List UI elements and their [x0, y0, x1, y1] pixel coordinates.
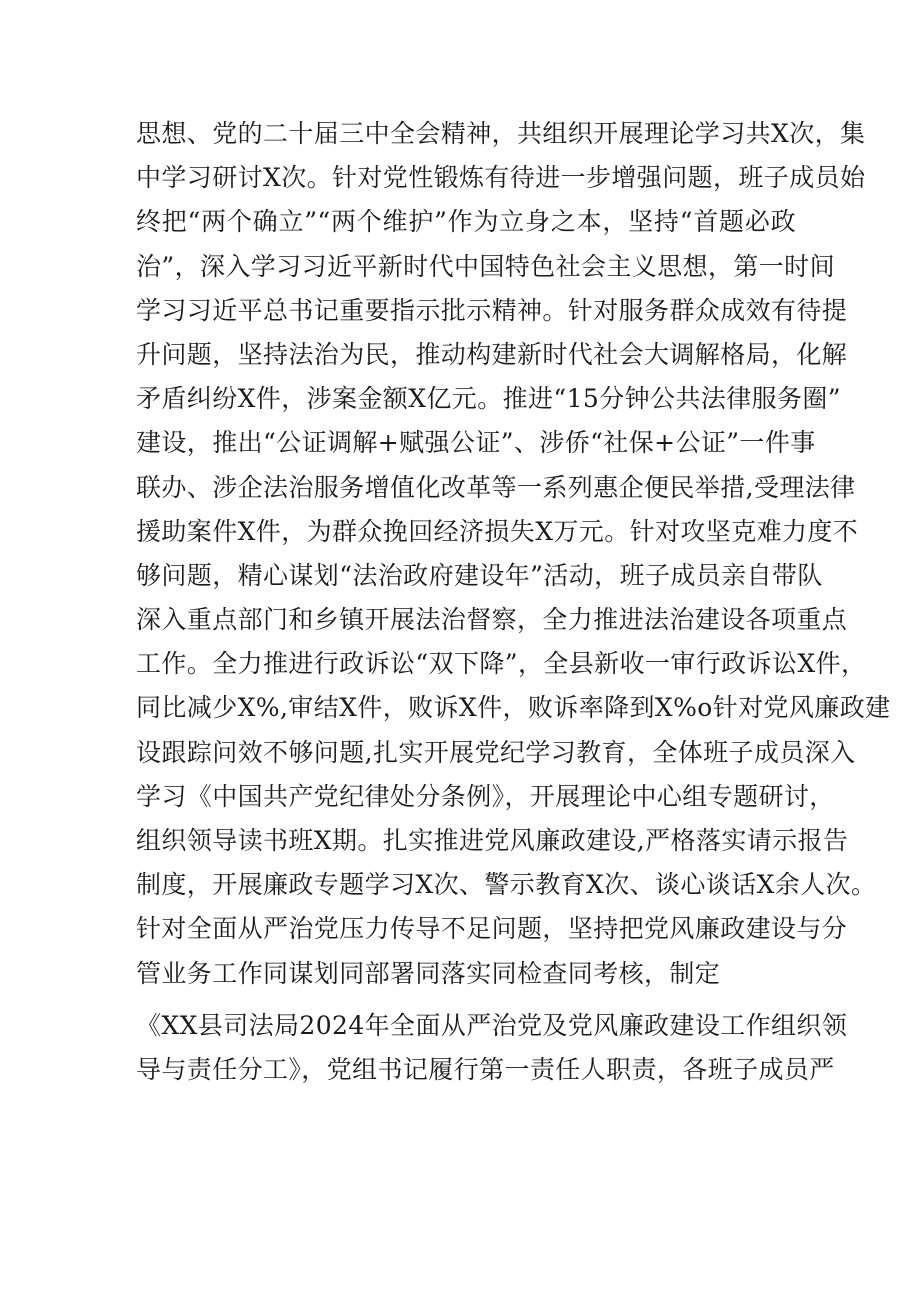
text-line: 建设，推出“公证调解+赋强公证”、涉侨“社保+公证”一件事 [136, 428, 816, 458]
paragraph-gap [136, 996, 796, 1004]
text-line: 够问题，精心谋划“法治政府建设年”活动，班子成员亲自带队 [136, 560, 823, 590]
text-line: 学习《中国共产党纪律处分条例》，开展理论中心组专题研讨， [136, 781, 835, 811]
text-line: 联办、涉企法治服务增值化改革等一系列惠企便民举措,受理法律 [136, 472, 856, 502]
text-line: 管业务工作同谋划同部署同落实同检查同考核，制定 [136, 958, 721, 988]
text-line: 中学习研讨X次。针对党性锻炼有待进一步增强问题，班子成员始 [136, 163, 866, 193]
text-line: 终把“两个确立”“两个维护”作为立身之本，坚持“首题必政 [136, 207, 796, 237]
text-line: 学习习近平总书记重要指示批示精神。针对服务群众成效有待提 [136, 295, 848, 325]
text-line: 制度，开展廉政专题学习X次、警示教育X次、谈心谈话X余人次。 [136, 870, 877, 900]
text-line: 《XX县司法局2024年全面从严治党及党风廉政建设工作组织领 [136, 1010, 848, 1040]
text-line: 导与责任分工》，党组书记履行第一责任人职责，各班子成员严 [136, 1054, 835, 1084]
text-line: 思想、党的二十届三中全会精神，共组织开展理论学习共X次，集 [136, 119, 866, 148]
text-line: 组织领导读书班X期。扎实推进党风廉政建设,严格落实请示报告 [136, 826, 849, 855]
text-line: 针对全面从严治党压力传导不足问题，坚持把党风廉政建设与分 [136, 914, 848, 944]
text-line: 援助案件X件，为群众挽回经济损失X万元。针对攻坚克难力度不 [136, 516, 859, 546]
text-line: 深入重点部门和乡镇开展法治督察，全力推进法治建设各项重点 [136, 605, 848, 635]
text-line: 工作。全力推进行政诉讼“双下降”，全县新收一审行政诉讼X件， [136, 649, 867, 679]
text-line: 升问题，坚持法治为民，推动构建新时代社会大调解格局，化解 [136, 339, 848, 369]
body-paragraph [136, 112, 891, 1092]
text-line: 同比减少X%,审结X件，败诉X件，败诉率降到X%o针对党风廉政建 [136, 693, 891, 723]
text-line: 矛盾纠纷X件，涉案金额X亿元。推进“15分钟公共法律服务圈” [136, 384, 841, 414]
text-line: 设跟踪问效不够问题,扎实开展党纪学习教育，全体班子成员深入 [136, 737, 856, 767]
text-line: 治”，深入学习习近平新时代中国特色社会主义思想，第一时间 [136, 251, 835, 281]
